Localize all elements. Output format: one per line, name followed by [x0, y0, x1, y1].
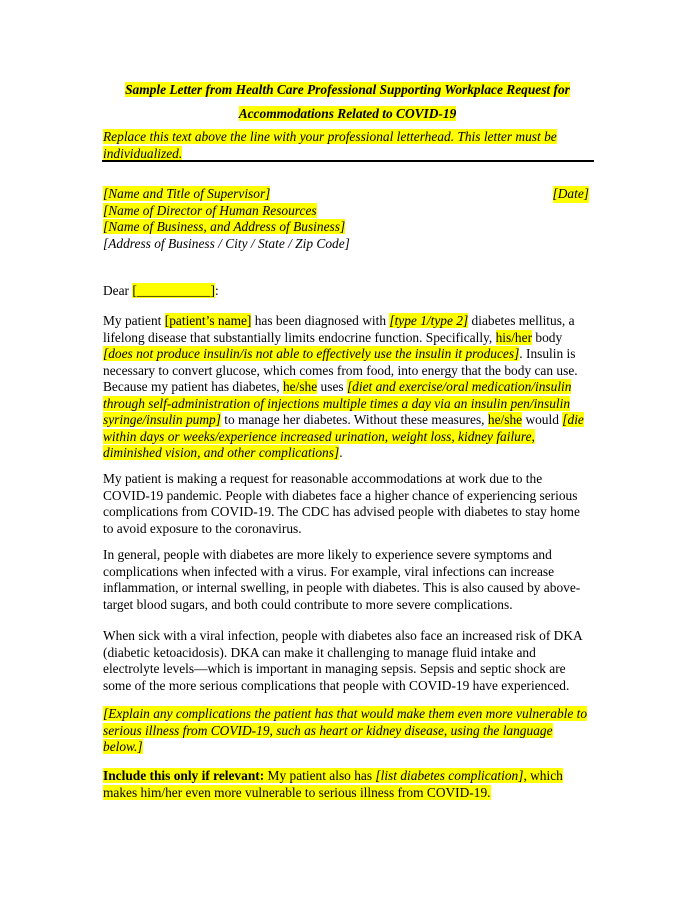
paragraph-accommodation-request: My patient is making a request for reasonable accommodations at work due to the COVID-19 pandemic. People with diabetes face a higher chance of experiencing serious complications from COVID-19. The CDC has advised people with diabetes to stay home to avoid exposure to the coronavirus.	[103, 471, 580, 536]
paragraph-viral-infection: In general, people with diabetes are more likely to experience severe symptoms and complications when infected with a virus. For example, viral infections can increase inflammation, or internal swelling, in people with diabetes. This is also caused by above-target blood sugars, and both could contribute to more severe complications.	[103, 547, 581, 612]
letter-title-line2	[100, 106, 595, 122]
salutation-name-placeholder: [___________]	[132, 283, 215, 298]
consequence-placeholder: [die within days or weeks/experience increased urination, weight loss, kidney failure, diminished vision, and other complications]	[103, 412, 584, 460]
complication-placeholder: [list diabetes complication]	[375, 768, 524, 783]
complications-instruction-text: [Explain any complications the patient has that would make them even more vulnerable to serious illness from COVID-19, such as heart or kidney disease, using the language below.]	[103, 706, 588, 754]
p1-text-5: . Insulin is necessary to convert glucose, which comes from food, into energy that the body can use. Because my patient has diabetes,	[103, 346, 578, 394]
title-line2-text: Accommodations Related to COVID-19	[238, 106, 457, 121]
recipient-address-block	[103, 186, 593, 252]
business-address-placeholder: [Address of Business / City / State / Zip Code]	[103, 235, 350, 251]
letter-title-line1	[100, 82, 595, 98]
salutation-dear: Dear	[103, 283, 133, 298]
p1-text-4: body	[532, 329, 563, 345]
paragraph-relevant-complication	[103, 768, 589, 801]
paragraph-complications-instruction	[103, 706, 589, 756]
treatment-placeholder: [diet and exercise/oral medication/insulin through self-administration of injections multiple times a day via an insulin pen/insulin syringe/insulin pump]	[103, 379, 572, 427]
address-row-supervisor	[103, 186, 593, 203]
supervisor-placeholder: [Name and Title of Supervisor]	[103, 186, 271, 201]
patient-name-placeholder: [patient’s name]	[164, 313, 252, 328]
diabetes-type-placeholder: [type 1/type 2]	[389, 313, 469, 328]
his-her-placeholder: his/her	[495, 329, 533, 345]
p6-text-1: My patient also has	[264, 768, 376, 783]
salutation-colon: :	[214, 283, 219, 298]
p1-text-8: would	[522, 412, 563, 427]
p1-text-3: diabetes mellitus, a lifelong disease that substantially limits endocrine function. Specifically,	[103, 313, 575, 345]
title-line1-text: Sample Letter from Health Care Professional Supporting Workplace Request for	[125, 82, 570, 97]
address-row-business-address	[103, 236, 593, 253]
address-row-director	[103, 203, 593, 220]
insulin-issue-placeholder: [does not produce insulin/is not able to effectively use the insulin it produces]	[103, 346, 520, 361]
salutation	[103, 283, 589, 300]
p1-text-2: has been diagnosed with	[251, 313, 390, 328]
letterhead-divider	[102, 160, 594, 162]
paragraph-dka: When sick with a viral infection, people with diabetes also face an increased risk of DKA (diabetic ketoacidosis). DKA can make it challenging to manage fluid intake and electrolyte levels—which is important in managing sepsis. Sepsis and septic shock are some of the more serious complications that people with COVID-19 have experienced.	[103, 628, 582, 693]
letterhead-instruction	[103, 129, 573, 162]
director-placeholder: [Name of Director of Human Resources	[103, 202, 317, 218]
business-placeholder: [Name of Business, and Address of Business]	[103, 219, 346, 234]
address-row-business	[103, 219, 593, 236]
p1-text-7: to manage her diabetes. Without these measures,	[220, 412, 488, 427]
p1-text-9: .	[339, 445, 343, 460]
p6-text-2: , which makes him/her even more vulnerable to serious illness from COVID-19.	[103, 768, 563, 800]
p1-text-6: uses	[317, 379, 347, 394]
he-she-placeholder-1: he/she	[282, 379, 318, 394]
include-if-relevant-label: Include this only if relevant:	[103, 768, 265, 783]
p1-text-1: My patient	[103, 313, 165, 328]
he-she-placeholder-2: he/she	[487, 412, 523, 427]
instruction-text: Replace this text above the line with your professional letterhead. This letter must be individualized.	[103, 129, 557, 161]
paragraph-diagnosis	[103, 313, 589, 462]
date-placeholder: [Date]	[552, 186, 589, 201]
